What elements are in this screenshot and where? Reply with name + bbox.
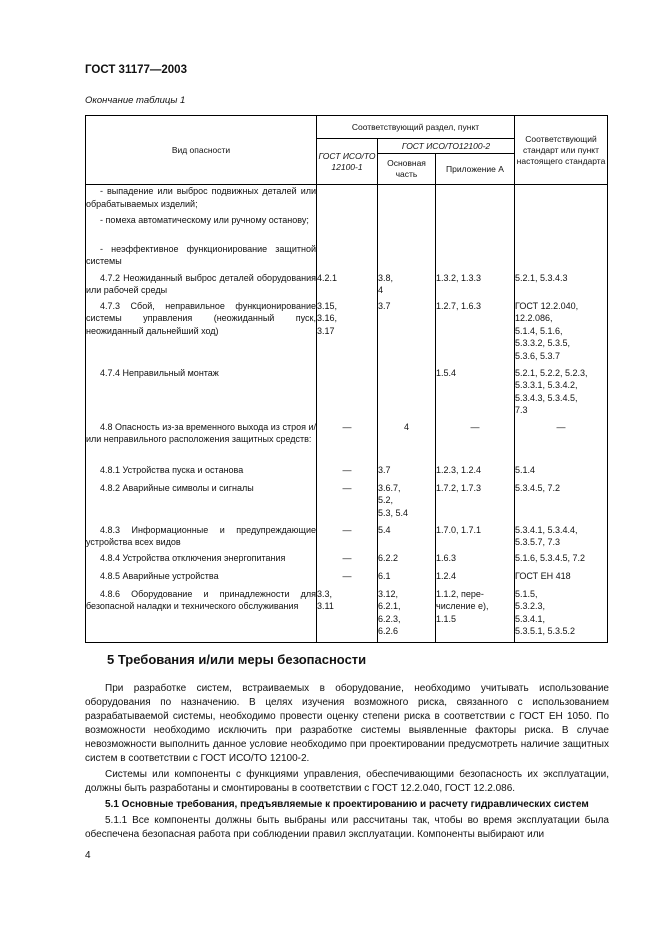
col-header-main-part: Основная часть: [378, 154, 436, 184]
cell-12100-1: [317, 243, 378, 272]
table-row: [86, 272, 608, 300]
cell-main-part: 5.4: [378, 524, 436, 552]
hazard-cell: - неэффективное функционирование защитной системы: [86, 243, 317, 272]
cell-12100-1: [317, 214, 378, 243]
hazard-cell: - помеха автоматическому или ручному останову;: [86, 214, 317, 243]
cell-this-standard: 5.1.4: [515, 464, 608, 482]
cell-12100-1: —: [317, 421, 378, 464]
cell-this-standard: 5.1.5, 5.3.2.3, 5.3.4.1, 5.3.5.1, 5.3.5.2: [515, 588, 608, 643]
cell-12100-1: —: [317, 552, 378, 570]
cell-this-standard: ГОСТ ЕН 418: [515, 570, 608, 588]
cell-12100-1: 3.15, 3.16, 3.17: [317, 300, 378, 367]
table-row: [86, 482, 608, 524]
cell-12100-1: 4.2.1: [317, 272, 378, 300]
cell-main-part: 3.8, 4: [378, 272, 436, 300]
cell-this-standard: [515, 185, 608, 214]
table-row: [86, 185, 608, 214]
table-row: [86, 552, 608, 570]
paragraph: При разработке систем, встраиваемых в оборудование, необходимо учитывать использование оборудования по назначению. В целях изучения возможного риска, связанного с использованием разрабатываемой системы, необходимо провести оценку степени риска в соответствии с ГОСТ ЕН 1050. По возможности необходимо исключить при разработке системы выявленные факторы риска. В случае невозможности выполнить данное условие необходимо при проектировании предусмотреть наличие защитных систем в соответствии с ГОСТ ИСО/ТО 12100-2.: [85, 683, 609, 764]
cell-main-part: 4: [378, 421, 436, 464]
hazard-cell: 4.8.4 Устройства отключения энергопитания: [86, 552, 317, 570]
table-row: [86, 243, 608, 272]
section-5-body: [85, 682, 609, 844]
hazard-cell: 4.8.6 Оборудование и принадлежности для безопасной наладки и технического обслуживания: [86, 588, 317, 643]
hazard-cell: 4.7.3 Сбой, неправильное функционирование системы управления (неожиданный пуск, неожиданный дальнейший ход): [86, 300, 317, 367]
subsection-5-1-title: 5.1 Основные требования, предъявляемые к проектированию и расчету гидравлических систем: [105, 799, 589, 810]
cell-annex-a: 1.2.4: [436, 570, 515, 588]
hazards-table: [85, 115, 608, 643]
paragraph: 5.1.1 Все компоненты должны быть выбраны или рассчитаны так, чтобы во время эксплуатации была обеспечена безопасная работа при соблюдении правил эксплуатации. Компоненты выбирают или: [85, 815, 609, 840]
cell-main-part: 3.12, 6.2.1, 6.2.3, 6.2.6: [378, 588, 436, 643]
cell-main-part: [378, 214, 436, 243]
col-header-12100-2: ГОСТ ИСО/ТО12100-2: [378, 139, 514, 154]
cell-this-standard: ГОСТ 12.2.040, 12.2.086, 5.1.4, 5.1.6, 5.3.3.2, 5.3.5, 5.3.6, 5.3.7: [515, 300, 608, 367]
hazard-cell: 4.8.2 Аварийные символы и сигналы: [86, 482, 317, 524]
table-row: [86, 570, 608, 588]
col-header-annex-a: Приложение А: [446, 163, 504, 174]
cell-this-standard: [515, 214, 608, 243]
table-row: [86, 214, 608, 243]
col-header-12100-1: ГОСТ ИСО/ТО 12100-1: [317, 139, 378, 185]
cell-12100-1: 3.3, 3.11: [317, 588, 378, 643]
hazard-cell: 4.8.5 Аварийные устройства: [86, 570, 317, 588]
cell-annex-a: 1.6.3: [436, 552, 515, 570]
table-row: [86, 421, 608, 464]
cell-this-standard: 5.2.1, 5.2.2, 5.2.3, 5.3.3.1, 5.3.4.2, 5.3.4.3, 5.3.4.5, 7.3: [515, 367, 608, 421]
cell-this-standard: 5.2.1, 5.3.4.3: [515, 272, 608, 300]
cell-12100-1: [317, 367, 378, 421]
cell-annex-a: [436, 243, 515, 272]
cell-12100-1: —: [317, 482, 378, 524]
cell-annex-a: 1.2.3, 1.2.4: [436, 464, 515, 482]
cell-main-part: [378, 367, 436, 421]
cell-this-standard: 5.3.4.5, 7.2: [515, 482, 608, 524]
table-row: [86, 524, 608, 552]
paragraph: Системы или компоненты с функциями управления, обеспечивающими безопасность их эксплуатации, должны быть разработаны и смонтированы в соответствии с ГОСТ 12.2.040, ГОСТ 12.2.086.: [85, 769, 609, 794]
col-header-hazard: Вид опасности: [86, 116, 317, 185]
cell-annex-a: 1.5.4: [436, 367, 515, 421]
cell-annex-a: —: [436, 421, 515, 464]
cell-main-part: [378, 185, 436, 214]
document-header: ГОСТ 31177—2003: [85, 64, 187, 76]
table-caption: Окончание таблицы 1: [85, 95, 186, 106]
cell-main-part: [378, 243, 436, 272]
cell-main-part: 3.7: [378, 300, 436, 367]
hazard-cell: 4.8 Опасность из-за временного выхода из строя и/или неправильного расположения защитных средств:: [86, 421, 317, 464]
cell-annex-a: [436, 185, 515, 214]
hazard-cell: - выпадение или выброс подвижных деталей или обрабатываемых изделий;: [86, 185, 317, 214]
table-row: [86, 300, 608, 367]
cell-annex-a: 1.1.2, пере- числение е), 1.1.5: [436, 588, 515, 643]
cell-this-standard: 5.3.4.1, 5.3.4.4, 5.3.5.7, 7.3: [515, 524, 608, 552]
col-header-corresponding: Соответствующий раздел, пункт: [317, 116, 515, 139]
col-header-this-standard: Соответствующий стандарт или пункт настоящего стандарта: [515, 116, 608, 185]
hazard-cell: 4.7.4 Неправильный монтаж: [86, 367, 317, 421]
table-row: [86, 464, 608, 482]
hazard-cell: 4.7.2 Неожиданный выброс деталей оборудования или рабочей среды: [86, 272, 317, 300]
cell-annex-a: 1.3.2, 1.3.3: [436, 272, 515, 300]
cell-12100-1: [317, 185, 378, 214]
cell-annex-a: 1.7.0, 1.7.1: [436, 524, 515, 552]
hazard-cell: 4.8.3 Информационные и предупреждающие устройства всех видов: [86, 524, 317, 552]
section-5-title: 5 Требования и/или меры безопасности: [107, 652, 367, 667]
col-header-12100-2-group: [378, 139, 515, 185]
cell-this-standard: 5.1.6, 5.3.4.5, 7.2: [515, 552, 608, 570]
cell-main-part: 3.6.7, 5.2, 5.3, 5.4: [378, 482, 436, 524]
table-row: [86, 367, 608, 421]
cell-12100-1: —: [317, 464, 378, 482]
page-number: 4: [85, 850, 91, 861]
cell-main-part: 6.1: [378, 570, 436, 588]
cell-annex-a: 1.7.2, 1.7.3: [436, 482, 515, 524]
cell-annex-a: 1.2.7, 1.6.3: [436, 300, 515, 367]
table-row: [86, 588, 608, 643]
cell-12100-1: —: [317, 524, 378, 552]
cell-annex-a: [436, 214, 515, 243]
cell-12100-1: —: [317, 570, 378, 588]
hazard-cell: 4.8.1 Устройства пуска и останова: [86, 464, 317, 482]
cell-this-standard: —: [515, 421, 608, 464]
cell-main-part: 6.2.2: [378, 552, 436, 570]
cell-this-standard: [515, 243, 608, 272]
cell-main-part: 3.7: [378, 464, 436, 482]
